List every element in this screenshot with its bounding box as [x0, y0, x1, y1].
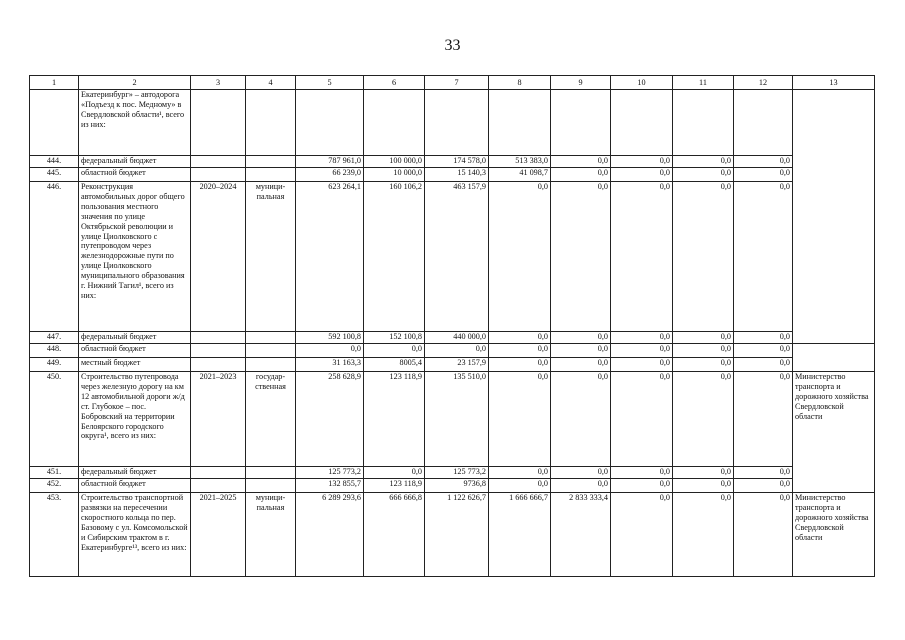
table-cell: 0,0: [551, 372, 611, 467]
item-name-cell: областной бюджет: [79, 479, 191, 493]
table-cell: [246, 467, 296, 479]
table-cell: 0,0: [611, 358, 673, 372]
item-name-cell: Екатеринбург» – автодорога «Подъезд к пос. Медному» в Свердловской области¹, всего из них:: [79, 90, 191, 156]
table-cell: 125 773,2: [425, 467, 489, 479]
table-cell: 0,0: [611, 344, 673, 358]
table-cell: 592 100,8: [296, 332, 364, 344]
table-row: [30, 493, 875, 577]
table-row: [30, 168, 875, 182]
column-header: 9: [551, 76, 611, 90]
table-cell: 0,0: [551, 182, 611, 332]
table-cell: [246, 332, 296, 344]
table-cell: 10 000,0: [364, 168, 425, 182]
table-cell: 0,0: [611, 493, 673, 577]
row-number-cell: 446.: [30, 182, 79, 332]
table-cell: 0,0: [734, 182, 793, 332]
table-cell: 135 510,0: [425, 372, 489, 467]
item-name-cell: федеральный бюджет: [79, 467, 191, 479]
table-cell: 787 961,0: [296, 156, 364, 168]
table-cell: 9736,8: [425, 479, 489, 493]
table-cell: [489, 90, 551, 156]
table-cell: [296, 90, 364, 156]
table-cell: 0,0: [611, 479, 673, 493]
table-cell: 0,0: [611, 372, 673, 467]
table-cell: 0,0: [489, 479, 551, 493]
table-cell: 0,0: [364, 344, 425, 358]
table-body: [30, 76, 875, 577]
column-header: 4: [246, 76, 296, 90]
column-header: 8: [489, 76, 551, 90]
row-number-cell: 449.: [30, 358, 79, 372]
table-row: [30, 479, 875, 493]
row-number-cell: 445.: [30, 168, 79, 182]
table-cell: 2021–2023: [191, 372, 246, 467]
table-cell: 0,0: [734, 156, 793, 168]
table-cell: 258 628,9: [296, 372, 364, 467]
table-row: [30, 358, 875, 372]
table-cell: 0,0: [734, 479, 793, 493]
table-cell: 152 100,8: [364, 332, 425, 344]
table-cell: 2021–2025: [191, 493, 246, 577]
item-name-cell: Строительство транспортной развязки на пересечении скоростного кольца по пер. Базовому с ул. Комсомольской и Сибирским трактом в г. Екатеринбурге¹³, всего из них:: [79, 493, 191, 577]
column-header: 12: [734, 76, 793, 90]
column-header: 10: [611, 76, 673, 90]
table-cell: 125 773,2: [296, 467, 364, 479]
table-cell: 1 122 626,7: [425, 493, 489, 577]
table-cell: 0,0: [551, 467, 611, 479]
table-cell: 8005,4: [364, 358, 425, 372]
table-cell: 666 666,8: [364, 493, 425, 577]
table-cell: 0,0: [673, 479, 734, 493]
item-name-cell: федеральный бюджет: [79, 156, 191, 168]
table-cell: 123 118,9: [364, 372, 425, 467]
row-number-cell: [30, 90, 79, 156]
table-cell: 0,0: [489, 358, 551, 372]
table-cell: 623 264,1: [296, 182, 364, 332]
row-number-cell: 450.: [30, 372, 79, 467]
table-cell: 0,0: [489, 182, 551, 332]
table-cell: 0,0: [611, 467, 673, 479]
page-number: 33: [444, 37, 461, 54]
column-header: 7: [425, 76, 489, 90]
table-cell: [191, 467, 246, 479]
table-cell: 0,0: [551, 168, 611, 182]
table-cell: 0,0: [734, 358, 793, 372]
table-cell: муници-пальная: [246, 493, 296, 577]
table-cell: [191, 90, 246, 156]
table-cell: 0,0: [673, 182, 734, 332]
table-row: [30, 156, 875, 168]
column-header: 2: [79, 76, 191, 90]
table-cell: 0,0: [551, 358, 611, 372]
table-cell: [191, 344, 246, 358]
row-number-cell: 447.: [30, 332, 79, 344]
table-cell: 0,0: [673, 467, 734, 479]
table-cell: 41 098,7: [489, 168, 551, 182]
responsible-ministry-cell: Министерство транспорта и дорожного хозяйства Свердловской области: [793, 372, 875, 493]
table-cell: 31 163,3: [296, 358, 364, 372]
column-header: 5: [296, 76, 364, 90]
table-cell: [246, 479, 296, 493]
table-cell: [364, 90, 425, 156]
table-cell: 15 140,3: [425, 168, 489, 182]
table-cell: 0,0: [734, 168, 793, 182]
row-number-cell: 448.: [30, 344, 79, 358]
item-name-cell: федеральный бюджет: [79, 332, 191, 344]
table-cell: [191, 168, 246, 182]
row-number-cell: 453.: [30, 493, 79, 577]
table-cell: [191, 156, 246, 168]
column-header: 6: [364, 76, 425, 90]
table-cell: [673, 90, 734, 156]
table-cell: 0,0: [734, 344, 793, 358]
item-name-cell: местный бюджет: [79, 358, 191, 372]
row-number-cell: 451.: [30, 467, 79, 479]
table-cell: 0,0: [611, 182, 673, 332]
table-cell: [246, 358, 296, 372]
table-cell: [551, 90, 611, 156]
budget-table: [29, 75, 875, 577]
table-cell: 0,0: [489, 467, 551, 479]
table-cell: [246, 344, 296, 358]
table-cell: 0,0: [489, 372, 551, 467]
column-header: 13: [793, 76, 875, 90]
item-name-cell: областной бюджет: [79, 344, 191, 358]
header-row: [30, 76, 875, 90]
column-header: 3: [191, 76, 246, 90]
table-cell: 0,0: [734, 372, 793, 467]
table-cell: 440 000,0: [425, 332, 489, 344]
item-name-cell: Строительство путепровода через железную дорогу на км 12 автомобильной дороги ж/д ст. Глубокое – пос. Бобровский на территории Белоярского городского округа¹, всего из них:: [79, 372, 191, 467]
table-cell: 0,0: [611, 332, 673, 344]
column-header: 1: [30, 76, 79, 90]
table-cell: 132 855,7: [296, 479, 364, 493]
table-cell: [191, 479, 246, 493]
table-cell: 160 106,2: [364, 182, 425, 332]
table-cell: [191, 358, 246, 372]
column-header: 11: [673, 76, 734, 90]
table-cell: 0,0: [734, 493, 793, 577]
table-cell: 0,0: [489, 344, 551, 358]
responsible-ministry-cell: Министерство транспорта и дорожного хозяйства Свердловской области: [793, 493, 875, 577]
table-cell: 0,0: [611, 156, 673, 168]
table-cell: 0,0: [673, 358, 734, 372]
table-cell: 123 118,9: [364, 479, 425, 493]
table-cell: 6 289 293,6: [296, 493, 364, 577]
table-cell: муници-пальная: [246, 182, 296, 332]
item-name-cell: Реконструкция автомобильных дорог общего пользования местного значения по улице Октябрьской революции и улице Циолковского с путепроводом через железнодорожные пути по улице Циолковского муниципального образования г. Нижний Тагил¹, всего из них:: [79, 182, 191, 332]
table-cell: 2020–2024: [191, 182, 246, 332]
table-cell: 66 239,0: [296, 168, 364, 182]
table-cell: 0,0: [551, 156, 611, 168]
table-cell: [246, 90, 296, 156]
table-cell: 0,0: [673, 372, 734, 467]
table-cell: 0,0: [734, 467, 793, 479]
table-row: [30, 467, 875, 479]
table-cell: 0,0: [673, 332, 734, 344]
table-cell: 0,0: [425, 344, 489, 358]
table-cell: [191, 332, 246, 344]
row-number-cell: 444.: [30, 156, 79, 168]
table-cell: [425, 90, 489, 156]
responsible-ministry-cell: [793, 90, 875, 344]
table-row: [30, 90, 875, 156]
table-cell: 0,0: [673, 156, 734, 168]
table-cell: 23 157,9: [425, 358, 489, 372]
table-cell: 174 578,0: [425, 156, 489, 168]
table-cell: 463 157,9: [425, 182, 489, 332]
table-cell: 0,0: [611, 168, 673, 182]
table-cell: 0,0: [551, 344, 611, 358]
table-row: [30, 332, 875, 344]
table-cell: [734, 90, 793, 156]
table-cell: 513 383,0: [489, 156, 551, 168]
table-cell: 2 833 333,4: [551, 493, 611, 577]
table-row: [30, 344, 875, 358]
table-cell: 0,0: [734, 332, 793, 344]
table-cell: 0,0: [673, 493, 734, 577]
table-cell: [246, 168, 296, 182]
table-cell: 1 666 666,7: [489, 493, 551, 577]
table-cell: 0,0: [364, 467, 425, 479]
row-number-cell: 452.: [30, 479, 79, 493]
table-cell: 0,0: [296, 344, 364, 358]
table-cell: 0,0: [673, 168, 734, 182]
table-cell: 0,0: [551, 332, 611, 344]
table-cell: государ-ственная: [246, 372, 296, 467]
table-cell: 0,0: [673, 344, 734, 358]
table-row: [30, 182, 875, 332]
table-row: [30, 372, 875, 467]
item-name-cell: областной бюджет: [79, 168, 191, 182]
table-cell: 0,0: [489, 332, 551, 344]
table-cell: [246, 156, 296, 168]
table-cell: 100 000,0: [364, 156, 425, 168]
table-cell: [611, 90, 673, 156]
table-cell: 0,0: [551, 479, 611, 493]
